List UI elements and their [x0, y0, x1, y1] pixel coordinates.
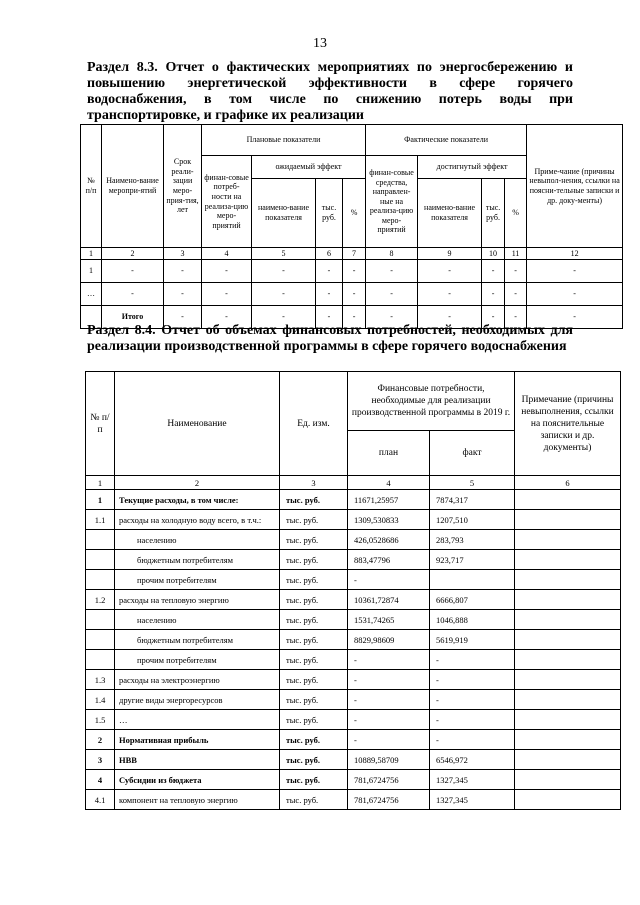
col-number: 6: [316, 248, 343, 260]
cell-note: [515, 570, 621, 590]
cell-name: расходы на тепловую энергию: [115, 590, 280, 610]
table-cell: -: [202, 283, 252, 306]
table-cell: -: [316, 306, 343, 329]
col-number: 3: [164, 248, 202, 260]
table-row: [86, 570, 621, 590]
header-unit: Ед. изм.: [280, 372, 348, 476]
cell-num: [86, 530, 115, 550]
cell-num: [86, 650, 115, 670]
table-row: [86, 490, 621, 510]
table-cell: -: [505, 283, 527, 306]
cell-fact: -: [430, 690, 515, 710]
cell-name: НВВ: [115, 750, 280, 770]
table-cell: -: [505, 260, 527, 283]
col-number: 11: [505, 248, 527, 260]
cell-num: 3: [86, 750, 115, 770]
cell-fact: 6666,807: [430, 590, 515, 610]
header-planned: Плановые показатели: [202, 125, 366, 156]
table-cell: -: [418, 306, 482, 329]
cell-unit: тыс. руб.: [280, 750, 348, 770]
cell-name: Текущие расходы, в том числе:: [115, 490, 280, 510]
cell-unit: тыс. руб.: [280, 670, 348, 690]
cell-unit: тыс. руб.: [280, 630, 348, 650]
table-cell: -: [418, 283, 482, 306]
table-cell: -: [527, 283, 623, 306]
cell-note: [515, 690, 621, 710]
cell-fact: -: [430, 650, 515, 670]
table-row: [81, 283, 623, 306]
header-thous-rub-2: тыс. руб.: [482, 179, 505, 248]
cell-num: 1.4: [86, 690, 115, 710]
cell-unit: тыс. руб.: [280, 550, 348, 570]
cell-note: [515, 630, 621, 650]
cell-plan: 10889,58709: [348, 750, 430, 770]
table-cell: -: [418, 260, 482, 283]
table-cell: -: [316, 283, 343, 306]
col-number: 1: [86, 476, 115, 490]
table-cell: -: [316, 260, 343, 283]
cell-unit: тыс. руб.: [280, 510, 348, 530]
cell-fact: 7874,317: [430, 490, 515, 510]
cell-num: 2: [86, 730, 115, 750]
cell-num: 4: [86, 770, 115, 790]
table-cell: -: [482, 283, 505, 306]
table-cell: -: [252, 260, 316, 283]
cell-unit: тыс. руб.: [280, 650, 348, 670]
cell-fact: -: [430, 670, 515, 690]
cell-plan: -: [348, 690, 430, 710]
cell-fact: 923,717: [430, 550, 515, 570]
table-cell: -: [102, 283, 164, 306]
cell-fact: 1327,345: [430, 770, 515, 790]
table-cell: -: [102, 260, 164, 283]
cell-num: 1.1: [86, 510, 115, 530]
table-cell: -: [202, 306, 252, 329]
header-thous-rub: тыс. руб.: [316, 179, 343, 248]
table-cell: …: [81, 283, 102, 306]
header-plan-fin: финан-совые потреб-ности на реализа-цию меро-приятий: [202, 156, 252, 248]
cell-fact: 1327,345: [430, 790, 515, 810]
header-term: Срок реали-зации меро-прия-тия, лет: [164, 125, 202, 248]
header-indicator-name: наимено-вание показателя: [252, 179, 316, 248]
cell-plan: -: [348, 730, 430, 750]
cell-num: 1.2: [86, 590, 115, 610]
table-row: [86, 510, 621, 530]
cell-unit: тыс. руб.: [280, 710, 348, 730]
cell-note: [515, 550, 621, 570]
table-row: [86, 590, 621, 610]
cell-note: [515, 610, 621, 630]
cell-note: [515, 790, 621, 810]
header-fin-needs: Финансовые потребности, необходимые для реализации производственной программы в 2019 г.: [348, 372, 515, 431]
cell-num: [86, 630, 115, 650]
cell-fact: 6546,972: [430, 750, 515, 770]
section-8-3-table: [80, 124, 623, 329]
cell-plan: -: [348, 570, 430, 590]
column-numbers-row: [81, 248, 623, 260]
cell-name: прочим потребителям: [115, 650, 280, 670]
table-row: [86, 710, 621, 730]
table-cell: -: [164, 306, 202, 329]
header-name: Наименование: [115, 372, 280, 476]
cell-unit: тыс. руб.: [280, 770, 348, 790]
cell-name: прочим потребителям: [115, 570, 280, 590]
table-row: [86, 770, 621, 790]
cell-plan: 781,6724756: [348, 770, 430, 790]
header-fact-fin: финан-совые средства, направлен-ные на реализа-цию меро-приятий: [366, 156, 418, 248]
cell-note: [515, 530, 621, 550]
col-number: 4: [202, 248, 252, 260]
table-row: [86, 650, 621, 670]
cell-plan: 10361,72874: [348, 590, 430, 610]
col-number: 2: [115, 476, 280, 490]
cell-plan: -: [348, 650, 430, 670]
cell-name: расходы на холодную воду всего, в т.ч.:: [115, 510, 280, 530]
cell-plan: 8829,98609: [348, 630, 430, 650]
cell-note: [515, 730, 621, 750]
table-cell: -: [164, 283, 202, 306]
table-row: [86, 730, 621, 750]
table-cell: 1: [81, 260, 102, 283]
cell-name: бюджетным потребителям: [115, 550, 280, 570]
header-note: Приме-чание (причины невыпол-нения, ссылки на поясни-тельные записки и др. доку-менты): [527, 125, 623, 248]
table-cell: -: [527, 260, 623, 283]
cell-name: расходы на электроэнергию: [115, 670, 280, 690]
cell-note: [515, 650, 621, 670]
col-number: 6: [515, 476, 621, 490]
cell-note: [515, 710, 621, 730]
col-number: 4: [348, 476, 430, 490]
cell-num: [86, 550, 115, 570]
table-cell: -: [505, 306, 527, 329]
table-cell: -: [366, 260, 418, 283]
table-row: [86, 550, 621, 570]
table-row: [81, 260, 623, 283]
cell-plan: 11671,25957: [348, 490, 430, 510]
table-row: [86, 670, 621, 690]
cell-num: 4.1: [86, 790, 115, 810]
table-cell: -: [343, 260, 366, 283]
table-cell: -: [252, 306, 316, 329]
cell-plan: 781,6724756: [348, 790, 430, 810]
cell-num: [86, 610, 115, 630]
header-num: № п/п: [86, 372, 115, 476]
page-number: 13: [313, 36, 327, 51]
table-cell: -: [343, 283, 366, 306]
header-percent: %: [343, 179, 366, 248]
header-num: № п/п: [81, 125, 102, 248]
col-number: 10: [482, 248, 505, 260]
cell-unit: тыс. руб.: [280, 610, 348, 630]
cell-fact: 1046,888: [430, 610, 515, 630]
cell-num: 1.3: [86, 670, 115, 690]
cell-unit: тыс. руб.: [280, 590, 348, 610]
table-cell: -: [366, 283, 418, 306]
cell-fact: -: [430, 730, 515, 750]
col-number: 2: [102, 248, 164, 260]
col-number: 9: [418, 248, 482, 260]
column-numbers-row: [86, 476, 621, 490]
cell-plan: 883,47796: [348, 550, 430, 570]
col-number: 3: [280, 476, 348, 490]
cell-name: …: [115, 710, 280, 730]
cell-note: [515, 770, 621, 790]
cell-unit: тыс. руб.: [280, 790, 348, 810]
cell-plan: 426,0528686: [348, 530, 430, 550]
cell-num: 1: [86, 490, 115, 510]
section-8-3-title: Раздел 8.3. Отчет о фактических мероприятиях по энергосбережению и повышению энергетической эффективности в сфере горячего водоснабжения, в том числе по снижению потерь воды при транспортировке, и графике их реализации: [87, 60, 573, 123]
cell-fact: 283,793: [430, 530, 515, 550]
cell-unit: тыс. руб.: [280, 690, 348, 710]
table-cell: Итого: [102, 306, 164, 329]
cell-plan: 1309,530833: [348, 510, 430, 530]
cell-note: [515, 670, 621, 690]
cell-name: Субсидии из бюджета: [115, 770, 280, 790]
cell-unit: тыс. руб.: [280, 490, 348, 510]
header-measure-name: Наимено-вание меропри-ятий: [102, 125, 164, 248]
table-cell: -: [202, 260, 252, 283]
table-cell: -: [164, 260, 202, 283]
table-row: [86, 790, 621, 810]
cell-name: Нормативная прибыль: [115, 730, 280, 750]
cell-note: [515, 590, 621, 610]
cell-fact: 5619,919: [430, 630, 515, 650]
header-indicator-name-2: наимено-вание показателя: [418, 179, 482, 248]
cell-num: 1.5: [86, 710, 115, 730]
header-percent-2: %: [505, 179, 527, 248]
cell-note: [515, 510, 621, 530]
cell-name: населению: [115, 530, 280, 550]
cell-fact: 1207,510: [430, 510, 515, 530]
cell-name: компонент на тепловую энергию: [115, 790, 280, 810]
col-number: 7: [343, 248, 366, 260]
table-cell: -: [482, 306, 505, 329]
table-cell: -: [527, 306, 623, 329]
cell-num: [86, 570, 115, 590]
cell-plan: -: [348, 710, 430, 730]
header-actual: Фактические показатели: [366, 125, 527, 156]
cell-fact: -: [430, 710, 515, 730]
cell-name: населению: [115, 610, 280, 630]
header-expected-effect: ожидаемый эффект: [252, 156, 366, 179]
cell-unit: тыс. руб.: [280, 530, 348, 550]
table-row: [86, 610, 621, 630]
table-cell: -: [343, 306, 366, 329]
cell-unit: тыс. руб.: [280, 730, 348, 750]
cell-plan: 1531,74265: [348, 610, 430, 630]
table-cell: -: [252, 283, 316, 306]
cell-name: другие виды энергоресурсов: [115, 690, 280, 710]
header-note: Примечание (причины невыполнения, ссылки на пояснительные записки и др. документы): [515, 372, 621, 476]
section-8-4-table: [85, 371, 621, 810]
table-row: [86, 750, 621, 770]
cell-name: бюджетным потребителям: [115, 630, 280, 650]
cell-unit: тыс. руб.: [280, 570, 348, 590]
col-number: 5: [252, 248, 316, 260]
cell-plan: -: [348, 670, 430, 690]
section-8-4-title: Раздел 8.4. Отчет об объемах финансовых потребностей, необходимых для реализации производственной программы в сфере горячего водоснабжения: [87, 323, 573, 354]
col-number: 8: [366, 248, 418, 260]
col-number: 1: [81, 248, 102, 260]
cell-fact: [430, 570, 515, 590]
table-row: [86, 530, 621, 550]
header-plan: план: [348, 431, 430, 476]
cell-note: [515, 490, 621, 510]
table-row: [86, 630, 621, 650]
cell-note: [515, 750, 621, 770]
header-achieved-effect: достигнутый эффект: [418, 156, 527, 179]
col-number: 5: [430, 476, 515, 490]
header-fact: факт: [430, 431, 515, 476]
table-cell: -: [366, 306, 418, 329]
col-number: 12: [527, 248, 623, 260]
table-cell: -: [482, 260, 505, 283]
table-row: [86, 690, 621, 710]
